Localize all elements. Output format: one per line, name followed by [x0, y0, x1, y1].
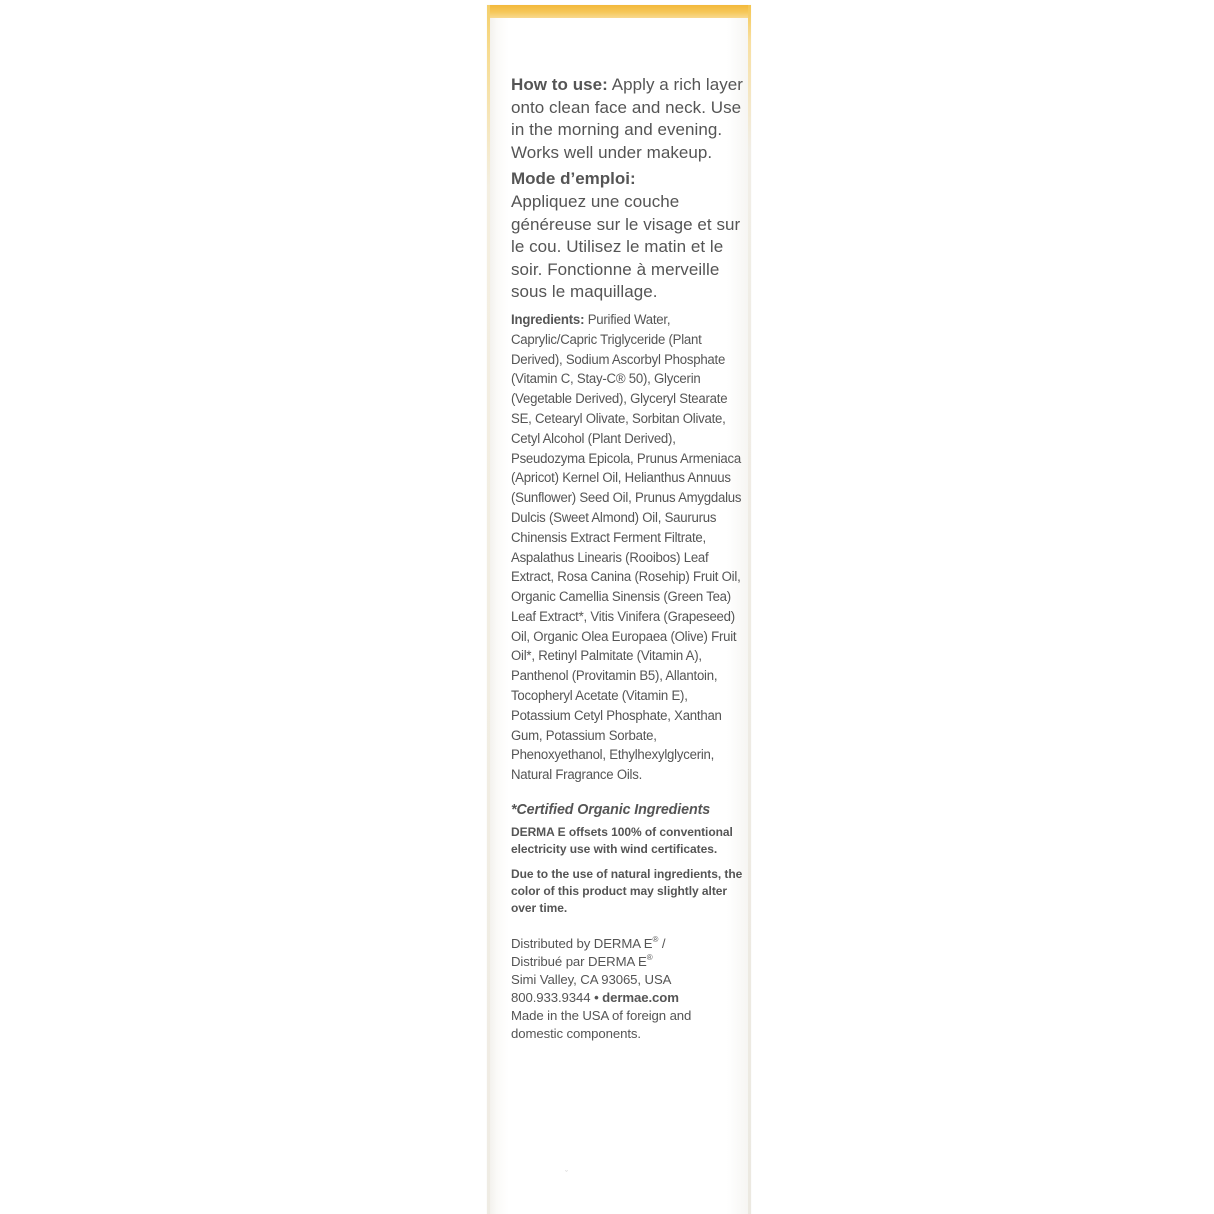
color-variation-note: Due to the use of natural ingredients, the color of this product may slightly alter over time. — [511, 867, 743, 916]
distributed-by-text: Distributed by DERMA E — [511, 936, 653, 952]
ingredients-label: Ingredients: — [511, 311, 585, 328]
certified-organic-note: *Certified Organic Ingredients — [511, 801, 711, 819]
distribue-par-text: Distribué par DERMA E — [511, 954, 647, 970]
registered-mark: ® — [646, 953, 653, 963]
box-left-edge — [487, 5, 490, 1214]
website: dermae.com — [602, 990, 679, 1006]
mode-emploi-label: Mode d’emploi: — [511, 169, 636, 189]
box-right-edge — [748, 5, 751, 1214]
how-to-use-label: How to use: — [511, 75, 608, 94]
print-speck: ˇ — [565, 1169, 568, 1179]
label-text-block — [511, 74, 743, 1043]
ingredients-text: Purified Water, Caprylic/Capric Triglyceride (Plant Derived), Sodium Ascorbyl Phosphate (Vitamin C, Stay-C® 50), Glycerin (Vegetable Derived), Glyceryl Stearate SE, Cetearyl Olivate, Sorbitan Olivate, Cetyl Alcohol (Plant Derived), Pseudozyma Epicola, Prunus Armeniaca (Apricot) Kernel Oil, Helianthus Annuus (Sunflower) Seed Oil, Prunus Amygdalus Dulcis (Sweet Almond) Oil, Saururus Chinensis Extract Ferment Filtrate, Aspalathus Linearis (Rooibos) Leaf Extract, Rosa Canina (Rosehip) Fruit Oil, Organic Camellia Sinensis (Green Tea) Leaf Extract*, Vitis Vinifera (Grapeseed) Oil, Organic Olea Europaea (Olive) Fruit Oil*, Retinyl Palmitate (Vitamin A), Panthenol (Provitamin B5), Allantoin, Tocopheryl Acetate (Vitamin E), Potassium Cetyl Phosphate, Xanthan Gum, Potassium Sorbate, Phenoxyethanol, Ethylhexylglycerin, Natural Fragrance Oils. — [511, 311, 742, 784]
mode-emploi-text: Appliquez une couche généreuse sur le visage et sur le cou. Utilisez le matin et le soir. Fonctionne à merveille sous le maquillage. — [511, 191, 741, 302]
distribue-par-line — [511, 953, 743, 971]
distribution-info — [511, 935, 743, 1043]
how-to-use-text: Apply a rich layer onto clean face and neck. Use in the morning and evening. Works well under makeup. — [511, 75, 744, 162]
how-to-use-paragraph — [511, 74, 743, 164]
distributed-by-line — [511, 935, 743, 953]
phone-number: 800.933.9344 — [511, 990, 591, 1006]
address-line: Simi Valley, CA 93065, USA — [511, 972, 672, 988]
contact-line — [511, 989, 743, 1007]
wind-certificates-note: DERMA E offsets 100% of conventional electricity use with wind certificates. — [511, 825, 733, 857]
made-in-line: Made in the USA of foreign and domestic components. — [511, 1008, 692, 1042]
bullet-separator: • — [594, 990, 599, 1006]
box-top-accent-band — [487, 5, 751, 18]
ingredients-paragraph — [511, 311, 744, 786]
registered-mark: ® — [652, 935, 659, 945]
distributed-by-suffix: / — [658, 936, 666, 952]
